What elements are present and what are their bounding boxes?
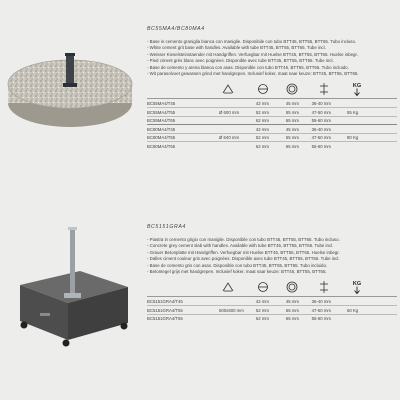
description-line: - Grauer Betonplatte mit Handgriffen. Verfuegbar mit Huelse BTT45, BTT55, BTT65. Huelse inbegr. <box>147 249 340 255</box>
cell-weight: 55 Kg <box>347 109 359 115</box>
table-row <box>147 142 397 150</box>
cell-inner: 52 mm <box>255 307 269 313</box>
description-line: - Base in cemento graniglia bianca con maniglie. Disponibile con tubo BTT45, BTT55, BTT65. Tubo incluso. <box>147 39 357 44</box>
cell-inner: 62 mm <box>255 316 269 322</box>
cell-outer: 65 mm <box>285 118 299 124</box>
description-line: - Base de cemento gris con asas. Disponible con tubo BTT45, BTT55, BTT65. Tubo incluido. <box>147 262 328 268</box>
cell-pole: 47-50 mm <box>311 307 331 313</box>
cell-code: BC55MA4/T45 <box>147 100 176 106</box>
description-line: - Betontegel grijs met handgrepen. Inclusief koker, maat naar keuze: BTT45, BTT55, BTT65. <box>147 269 327 275</box>
cell-weight: 60 Kg <box>347 307 359 313</box>
product-code-title: BC5151GRA4 <box>147 224 186 230</box>
cell-outer: 65 mm <box>285 316 299 322</box>
tube-outer-diameter-icon <box>286 281 298 293</box>
cell-inner: 42 mm <box>255 126 269 132</box>
cell-code: BC5151GRA4/T45 <box>147 298 183 304</box>
cell-dimension: 500x500 mm <box>219 307 244 313</box>
cell-pole: 36-40 mm <box>311 298 331 304</box>
description-line: - Dalles ciment couleur gris avec poignées. Disponible avec tube BTT45, BTT55, BTT65. Tube incl. <box>147 256 340 262</box>
base-diameter-icon <box>221 83 235 95</box>
cell-outer: 45 mm <box>285 100 299 106</box>
spec-table <box>147 99 397 150</box>
cell-diameter: Ø 600 mm <box>219 109 240 115</box>
cell-pole: 47-50 mm <box>311 109 331 115</box>
table-row <box>147 108 397 117</box>
cell-pole: 47-50 mm <box>311 135 331 141</box>
cell-inner: 42 mm <box>255 100 269 106</box>
product-section-bc55ma4 <box>147 26 397 150</box>
cell-code: BC5151GRA4/T55 <box>147 307 183 313</box>
cell-inner: 42 mm <box>255 298 269 304</box>
description-line: - Base de cemento y arena blanca con asas. Disponible con tubo BTT45, BTT55, BTT65. Tubo incluido. <box>147 64 349 70</box>
table-row <box>147 297 397 306</box>
spec-icons-row <box>147 278 397 297</box>
cell-weight: 80 Kg <box>347 135 359 141</box>
description-line: - Weisser Kieselsteinstaender mit Handgriffen. Verfuegbar mit Huelse BTT45, BTT55, BTT65. Huelse inbegr. <box>147 51 358 57</box>
cell-outer: 55 mm <box>285 109 299 115</box>
table-row <box>147 134 397 143</box>
cell-code: BC80MA4/T45 <box>147 126 176 132</box>
table-row <box>147 99 397 108</box>
cell-pole: 55-60 mm <box>311 118 331 124</box>
cell-code: BC80MA4/T55 <box>147 135 176 141</box>
cell-outer: 45 mm <box>285 126 299 132</box>
description-line: - White cement grit base with handles. Available with tube BTT45, BTT55, BTT65. Tube incl. <box>147 45 326 51</box>
product-description <box>147 237 397 275</box>
svg-text:KG: KG <box>352 281 362 288</box>
product-code-title: BC55MA4/BC80MA4 <box>147 26 205 32</box>
cell-outer: 45 mm <box>285 298 299 304</box>
table-row <box>147 117 397 126</box>
cell-inner: 52 mm <box>255 135 269 141</box>
product-description <box>147 39 397 77</box>
cell-outer: 55 mm <box>285 307 299 313</box>
pole-range-icon <box>317 82 331 96</box>
svg-text:KG: KG <box>352 83 362 90</box>
spec-icons-row <box>147 80 397 99</box>
cell-outer: 55 mm <box>285 135 299 141</box>
cell-code: BC5151GRA4/T65 <box>147 316 183 322</box>
description-line: - Piastra in cemento grigio con maniglie. Disponibile con tubo BTT45, BTT55, BTT65. Tubo incluso. <box>147 237 340 242</box>
round-granite-base-photo <box>0 0 140 150</box>
cell-code: BC55MA4/T65 <box>147 118 176 124</box>
table-row <box>147 315 397 323</box>
table-row <box>147 125 397 134</box>
weight-kg-icon <box>351 81 363 97</box>
cell-pole: 55-60 mm <box>311 316 331 322</box>
square-grey-base-photo <box>0 205 140 365</box>
description-line: - Wit parasolvoet gewassen grind met handgrepen. Inclusief koker, maat naar keuze: BTT45, BTT55, BTT65. <box>147 71 359 77</box>
tube-inner-diameter-icon <box>257 281 269 293</box>
cell-code: BC55MA4/T55 <box>147 109 176 115</box>
spec-table <box>147 297 397 322</box>
pole-range-icon <box>317 280 331 294</box>
cell-diameter: Ø 640 mm <box>219 135 240 141</box>
base-dimension-icon <box>221 281 235 293</box>
product-section-bc5151gra4 <box>147 224 397 322</box>
tube-inner-diameter-icon <box>257 83 269 95</box>
cell-pole: 36-40 mm <box>311 100 331 106</box>
table-row <box>147 306 397 315</box>
description-line: - Pied ciment grès blanc avec poignées. Disponible avec tube BTT45, BTT55, BTT65. Tube incl. <box>147 58 334 64</box>
cell-code: BC80MA4/T65 <box>147 143 176 149</box>
cell-pole: 55-60 mm <box>311 143 331 149</box>
tube-outer-diameter-icon <box>286 83 298 95</box>
cell-pole: 36-40 mm <box>311 126 331 132</box>
description-line: - Concrete grey cement slab with handles. Available with tube BTT45, BTT55, BTT65. Tube incl. <box>147 243 334 249</box>
cell-inner: 62 mm <box>255 118 269 124</box>
cell-outer: 65 mm <box>285 143 299 149</box>
weight-kg-icon <box>351 279 363 295</box>
cell-inner: 52 mm <box>255 109 269 115</box>
cell-inner: 62 mm <box>255 143 269 149</box>
